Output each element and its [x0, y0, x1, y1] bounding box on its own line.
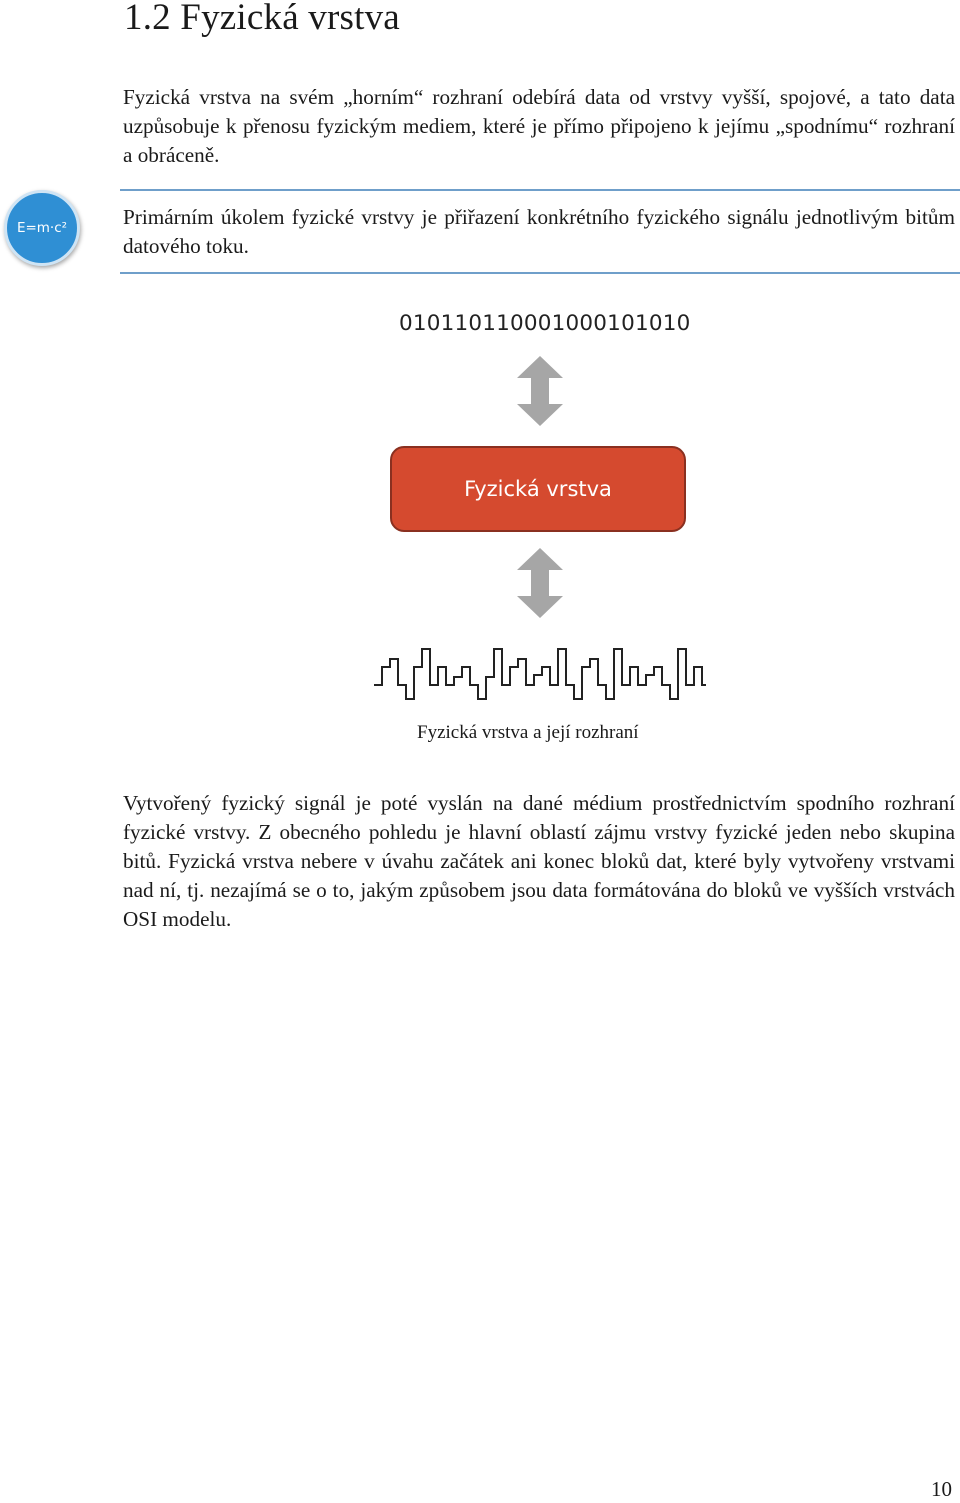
section-heading: 1.2 Fyzická vrstva — [124, 0, 400, 38]
note-text: Primárním úkolem fyzické vrstvy je přiřazení konkrétního fyzického signálu jednotlivým bitům datového toku. — [123, 205, 955, 258]
double-arrow-icon — [515, 356, 565, 426]
body-paragraph: Vytvořený fyzický signál je poté vyslán na dané médium prostřednictvím spodního rozhraní fyzické vrstvy. Z obecného pohledu je hlavní oblastí zájmu vrstvy fyzické jeden nebo skupina bitů. Fyzická vrstva nebere v úvahu začátek ani konec bloků dat, které byly vytvořeny vrstvami nad ní, tj. nezajímá se o to, jakým způsobem jsou data formátována do bloků ve vyšších vrstvách OSI modelu. — [123, 791, 955, 931]
figure-caption: Fyzická vrstva a její rozhraní — [417, 722, 639, 743]
bit-string: 01011011000100010101​0 — [399, 311, 691, 336]
double-arrow-icon — [515, 548, 565, 618]
physical-layer-label: Fyzická vrstva — [464, 477, 612, 501]
note-top-rule — [120, 189, 960, 191]
physical-layer-box — [390, 446, 686, 532]
formula-badge-icon — [4, 190, 80, 266]
note-bottom-rule — [120, 272, 960, 274]
intro-paragraph: Fyzická vrstva na svém „horním“ rozhraní odebírá data od vrstvy vyšší, spojové, a tato data uzpůsobuje k přenosu fyzickým mediem, které je přímo připojeno k jejímu „spodnímu“ rozhraní a obráceně. — [123, 85, 955, 167]
signal-waveform — [372, 645, 708, 703]
formula-badge-label: E=m·c² — [16, 220, 68, 236]
page-number: 10 — [931, 1477, 952, 1501]
